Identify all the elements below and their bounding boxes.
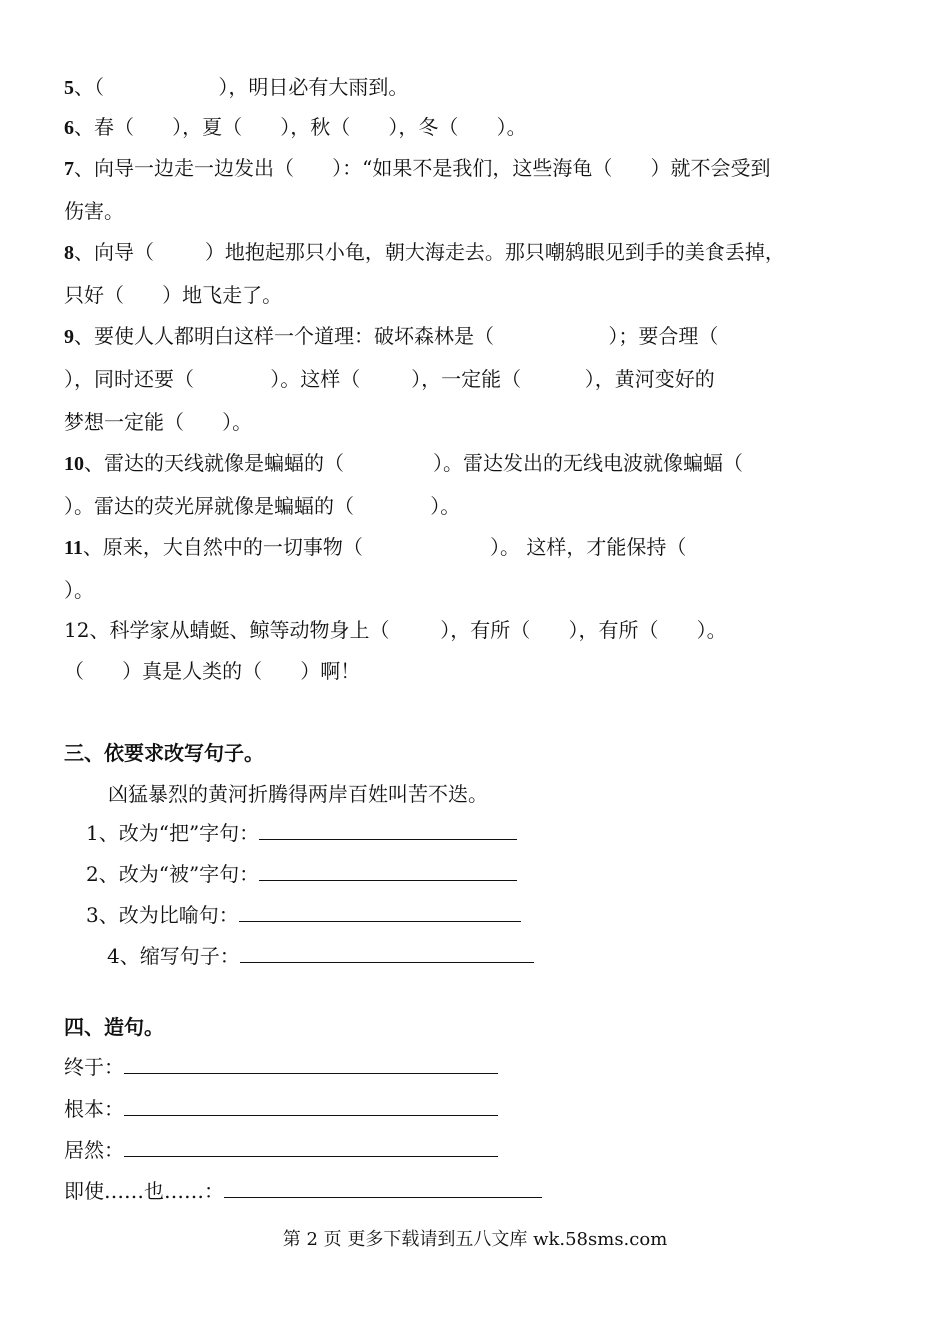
sentence-item-label: 根本： bbox=[64, 1097, 124, 1121]
page-footer: 第 2 页 更多下载请到五八文库 wk.58sms.com bbox=[282, 1229, 668, 1250]
question-8-line-1 bbox=[64, 237, 886, 267]
question-text: 、向导（ ）地抱起那只小龟，朝大海走去。那只嘲鸫眼见到手的美食丢掉， bbox=[74, 240, 785, 264]
question-6 bbox=[64, 112, 886, 142]
answer-blank[interactable] bbox=[240, 942, 534, 963]
question-text: 、（ ），明日必有大雨到。 bbox=[74, 75, 409, 99]
section-3-title: 三、依要求改写句子。 bbox=[64, 741, 264, 765]
rewrite-item-label: 2、改为“被”字句： bbox=[86, 862, 260, 886]
question-text: 、向导一边走一边发出（ ）：“如果不是我们，这些海龟（ ）就不会受到 bbox=[74, 156, 771, 180]
rewrite-item-2 bbox=[86, 859, 886, 889]
rewrite-item-3 bbox=[86, 900, 886, 930]
question-number: 7 bbox=[64, 158, 74, 180]
answer-blank[interactable] bbox=[124, 1053, 498, 1074]
question-8-line-2: 只好（ ）地飞走了。 bbox=[64, 283, 283, 307]
section-4-title: 四、造句。 bbox=[64, 1015, 164, 1039]
answer-blank[interactable] bbox=[224, 1177, 542, 1198]
sentence-item-label: 终于： bbox=[64, 1055, 124, 1079]
question-5 bbox=[64, 72, 886, 102]
question-11-line-1 bbox=[64, 532, 886, 562]
answer-blank[interactable] bbox=[239, 901, 521, 922]
rewrite-item-4 bbox=[107, 941, 887, 971]
question-number: 5 bbox=[64, 77, 74, 99]
question-number: 10 bbox=[64, 453, 84, 475]
question-number: 8 bbox=[64, 242, 74, 264]
question-text: 、科学家从蜻蜓、鲸等动物身上（ ），有所（ ），有所（ ）。 bbox=[89, 618, 727, 642]
question-7-line-1 bbox=[64, 153, 886, 183]
question-9-line-3: 梦想一定能（ ）。 bbox=[64, 410, 253, 434]
question-9-line-1 bbox=[64, 321, 886, 351]
rewrite-item-label: 3、改为比喻句： bbox=[86, 903, 239, 927]
rewrite-item-label: 1、改为“把”字句： bbox=[86, 821, 260, 845]
question-number: 6 bbox=[64, 117, 74, 139]
question-text: 、要使人人都明白这样一个道理：破坏森林是（ ）；要合理（ bbox=[74, 324, 719, 348]
question-12-line-2: （ ）真是人类的（ ）啊！ bbox=[64, 659, 361, 683]
answer-blank[interactable] bbox=[124, 1095, 498, 1116]
question-number: 9 bbox=[64, 326, 74, 348]
sentence-item-label: 即使……也……： bbox=[64, 1179, 224, 1203]
rewrite-item-1 bbox=[86, 818, 886, 848]
section-3-sentence: 凶猛暴烈的黄河折腾得两岸百姓叫苦不迭。 bbox=[108, 782, 488, 806]
question-number: 12 bbox=[64, 618, 90, 642]
answer-blank[interactable] bbox=[124, 1136, 498, 1157]
answer-blank[interactable] bbox=[259, 819, 517, 840]
question-number: 11 bbox=[64, 537, 83, 559]
question-9-line-2: ），同时还要（ ）。这样（ ），一定能（ ），黄河变好的 bbox=[64, 367, 715, 391]
question-11-line-2: ）。 bbox=[64, 578, 94, 602]
question-12-line-1 bbox=[64, 615, 886, 645]
question-10-line-2: ）。雷达的荧光屏就像是蝙蝠的（ ）。 bbox=[64, 494, 461, 518]
question-text: 、春（ ），夏（ ），秋（ ），冬（ ）。 bbox=[74, 115, 527, 139]
rewrite-item-label: 4、缩写句子： bbox=[107, 944, 240, 968]
sentence-item-2 bbox=[64, 1094, 886, 1124]
question-10-line-1 bbox=[64, 448, 886, 478]
answer-blank[interactable] bbox=[259, 860, 517, 881]
question-text: 、雷达的天线就像是蝙蝠的（ ）。雷达发出的无线电波就像蝙蝠（ bbox=[84, 451, 744, 475]
sentence-item-3 bbox=[64, 1135, 886, 1165]
sentence-item-label: 居然： bbox=[64, 1138, 124, 1162]
question-text: 、原来，大自然中的一切事物（ ）。 这样，才能保持（ bbox=[82, 535, 687, 559]
sentence-item-1 bbox=[64, 1052, 886, 1082]
sentence-item-4 bbox=[64, 1176, 886, 1206]
question-7-line-2: 伤害。 bbox=[64, 199, 124, 223]
